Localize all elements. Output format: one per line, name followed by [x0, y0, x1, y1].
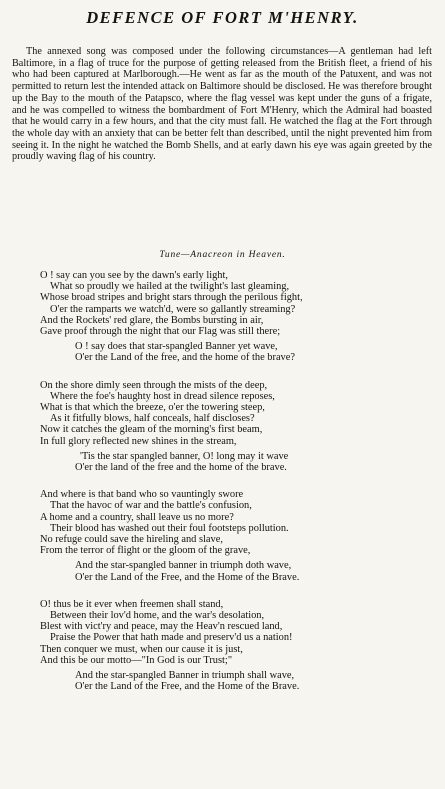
refrain-line: O ! say does that star-spangled Banner yet wave,	[75, 341, 278, 353]
stanza-1	[40, 270, 440, 364]
stanza-2	[40, 380, 440, 474]
poem-line: O ! say can you see by the dawn's early light,	[40, 270, 228, 281]
poem-line: What is that which the breeze, o'er the towering steep,	[40, 402, 265, 414]
refrain-line: O'er the Land of the Free, and the Home of the Brave.	[75, 681, 300, 693]
intro-paragraph: The annexed song was composed under the following circumstances—A gentleman had left Baltimore, in a flag of truce for the purpose of getting released from the British fleet, a friend of his who had been captured at Marlborough.—He went as far as the mouth of the Patuxent, and was not permitted to return lest the intended attack on Baltimore should be disclosed. He was therefore brought up the Bay to the mouth of the Patapsco, where the flag vessel was kept under the guns of a frigate, and he was compelled to witness the bombardment of Fort M'Henry, which the Admiral had boasted that he would carry in a few hours, and that the city must fall. He watched the flag at the Fort through the whole day with an anxiety that can be better felt than described, until the night prevented him from seeing it. In the night he watched the Bomb Shells, and at early dawn his eye was again greeted by the proudly waving flag of his country.	[12, 46, 432, 163]
poem-line: Now it catches the gleam of the morning's first beam,	[40, 424, 263, 436]
refrain-line: And the star-spangled banner in triumph doth wave,	[75, 560, 292, 572]
poem-line: Then conquer we must, when our cause it is just,	[40, 643, 243, 655]
poem-line: Blest with vict'ry and peace, may the Heav'n rescued land,	[40, 621, 283, 633]
poem-line: On the shore dimly seen through the mists of the deep,	[40, 379, 268, 391]
refrain-line: O'er the Land of the free, and the home of the brave?	[75, 352, 295, 364]
poem-line: O'er the ramparts we watch'd, were so gallantly streaming?	[50, 303, 296, 315]
stanza-3	[40, 489, 440, 583]
refrain-line: 'Tis the star spangled banner, O! long may it wave	[80, 450, 289, 462]
poem-line: That the havoc of war and the battle's confusion,	[50, 500, 252, 512]
tune-label: Tune—Anacreon in Heaven.	[159, 250, 286, 260]
poem-line: And the Rockets' red glare, the Bombs bursting in air,	[40, 314, 264, 326]
refrain-line: O'er the land of the free and the home of the brave.	[75, 462, 287, 474]
poem-line: As it fitfully blows, half conceals, half discloses?	[50, 413, 255, 425]
poem-line: And where is that band who so vauntingly swore	[40, 489, 244, 501]
poem-line: Gave proof through the night that our Flag was still there;	[40, 326, 281, 338]
poem-line: Praise the Power that hath made and preserv'd us a nation!	[50, 632, 293, 644]
poem-line: Where the foe's haughty host in dread silence reposes,	[50, 390, 275, 402]
poem-line: A home and a country, shall leave us no more?	[40, 511, 234, 523]
document-title: DEFENCE OF FORT M'HENRY.	[86, 8, 359, 27]
poem-line: O! thus be it ever when freemen shall stand,	[40, 598, 224, 610]
poem-line: Their blood has washed out their foul footsteps pollution.	[50, 522, 289, 534]
poem	[40, 270, 440, 709]
poem-line: From the terror of flight or the gloom of the grave,	[40, 545, 251, 557]
stanza-4	[40, 599, 440, 693]
poem-line: Whose broad stripes and bright stars through the perilous fight,	[40, 292, 303, 304]
poem-line: What so proudly we hailed at the twilight's last gleaming,	[50, 281, 290, 293]
poem-line: And this be our motto—"In God is our Trust;"	[40, 654, 233, 666]
poem-line: No refuge could save the hireling and slave,	[40, 534, 223, 546]
refrain-line: And the star-spangled Banner in triumph shall wave,	[75, 670, 295, 682]
poem-line: In full glory reflected new shines in the stream,	[40, 435, 237, 447]
poem-line: Between their lov'd home, and the war's desolation,	[50, 610, 265, 622]
refrain-line: O'er the Land of the Free, and the Home of the Brave.	[75, 571, 300, 583]
